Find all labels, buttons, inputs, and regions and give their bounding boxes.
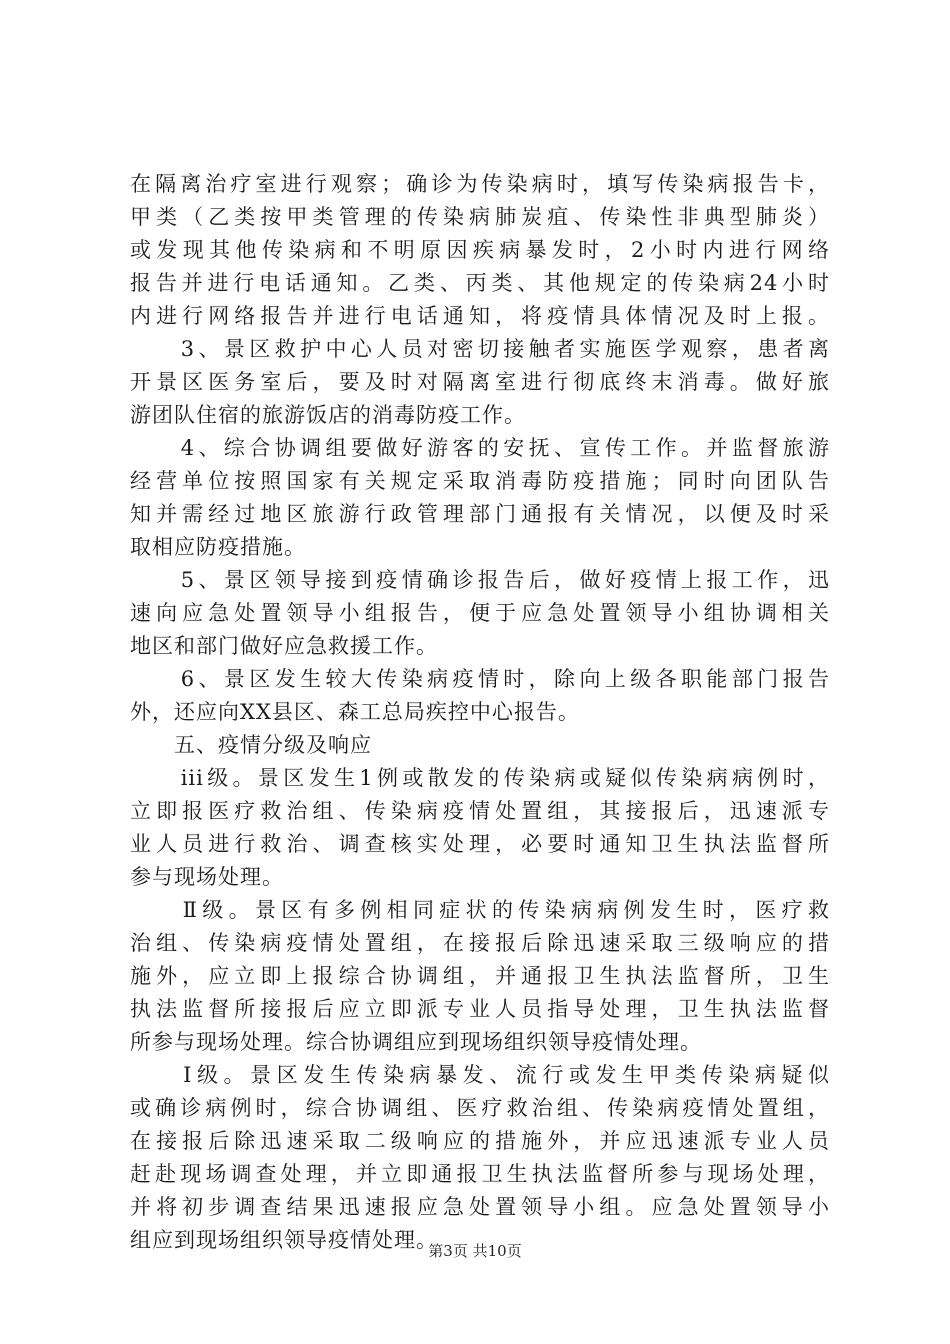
text-line: 5、景区领导接到疫情确诊报告后，做好疫情上报工作，迅 [130, 568, 830, 592]
text-line: 甲类（乙类按甲类管理的传染病肺炭疽、传染性非典型肺炎） [130, 205, 830, 229]
text-line: 在接报后除迅速采取二级响应的措施外，并应迅速派专业人员 [130, 1129, 830, 1153]
text-line: 立即报医疗救治组、传染病疫情处置组，其接报后，迅速派专 [130, 799, 830, 823]
text-line: 地区和部门做好应急救援工作。 [130, 634, 438, 658]
text-line: 开景区医务室后，要及时对隔离室进行彻底终末消毒。做好旅 [130, 370, 830, 394]
text-line: 施外，应立即上报综合协调组，并通报卫生执法监督所，卫生 [130, 964, 830, 988]
text-line: 内进行网络报告并进行电话通知，将疫情具体情况及时上报。 [130, 304, 830, 328]
text-line: Ⅱ级。景区有多例相同症状的传染病病例发生时，医疗救 [130, 898, 830, 922]
text-line: 6、景区发生较大传染病疫情时，除向上级各职能部门报告 [130, 667, 830, 691]
text-line: iii级。景区发生1例或散发的传染病或疑似传染病病例时， [130, 766, 830, 790]
page-footer [0, 1240, 950, 1261]
text-line: 游团队住宿的旅游饭店的消毒防疫工作。 [130, 403, 526, 427]
text-line: 组应到现场组织领导疫情处理。 [130, 1228, 438, 1252]
text-line: 取相应防疫措施。 [130, 535, 306, 559]
text-line: Ⅰ级。景区发生传染病暴发、流行或发生甲类传染病疑似 [130, 1063, 830, 1087]
text-line: 或发现其他传染病和不明原因疾病暴发时，2小时内进行网络 [130, 238, 830, 262]
text-line: 治组、传染病疫情处置组，在接报后除迅速采取三级响应的措 [130, 931, 830, 955]
text-line: 执法监督所接报后应立即派专业人员指导处理，卫生执法监督 [130, 997, 830, 1021]
text-line: 参与现场处理。 [130, 865, 284, 889]
text-line: 在隔离治疗室进行观察；确诊为传染病时，填写传染病报告卡， [130, 172, 830, 196]
text-line: 3、景区救护中心人员对密切接触者实施医学观察，患者离 [130, 337, 830, 361]
document-body [130, 168, 830, 1257]
text-line: 或确诊病例时，综合协调组、医疗救治组、传染病疫情处置组， [130, 1096, 830, 1120]
text-line: 赶赴现场调查处理，并立即通报卫生执法监督所参与现场处理， [130, 1162, 830, 1186]
text-line: 知并需经过地区旅游行政管理部门通报有关情况，以便及时采 [130, 502, 830, 526]
text-line: 报告并进行电话通知。乙类、丙类、其他规定的传染病24小时 [130, 271, 830, 295]
page-number: 第3页 共10页 [428, 1242, 522, 1260]
text-line: 所参与现场处理。综合协调组应到现场组织领导疫情处理。 [130, 1030, 702, 1054]
text-line: 4、综合协调组要做好游客的安抚、宣传工作。并监督旅游 [130, 436, 830, 460]
text-line: 业人员进行救治、调查核实处理，必要时通知卫生执法监督所 [130, 832, 830, 856]
text-line: 经营单位按照国家有关规定采取消毒防疫措施；同时向团队告 [130, 469, 830, 493]
text-line: 速向应急处置领导小组报告，便于应急处置领导小组协调相关 [130, 601, 830, 625]
text-line: 五、疫情分级及响应 [130, 733, 372, 757]
text-line: 并将初步调查结果迅速报应急处置领导小组。应急处置领导小 [130, 1195, 830, 1219]
text-line: 外，还应向XX县区、森工总局疾控中心报告。 [130, 700, 580, 724]
